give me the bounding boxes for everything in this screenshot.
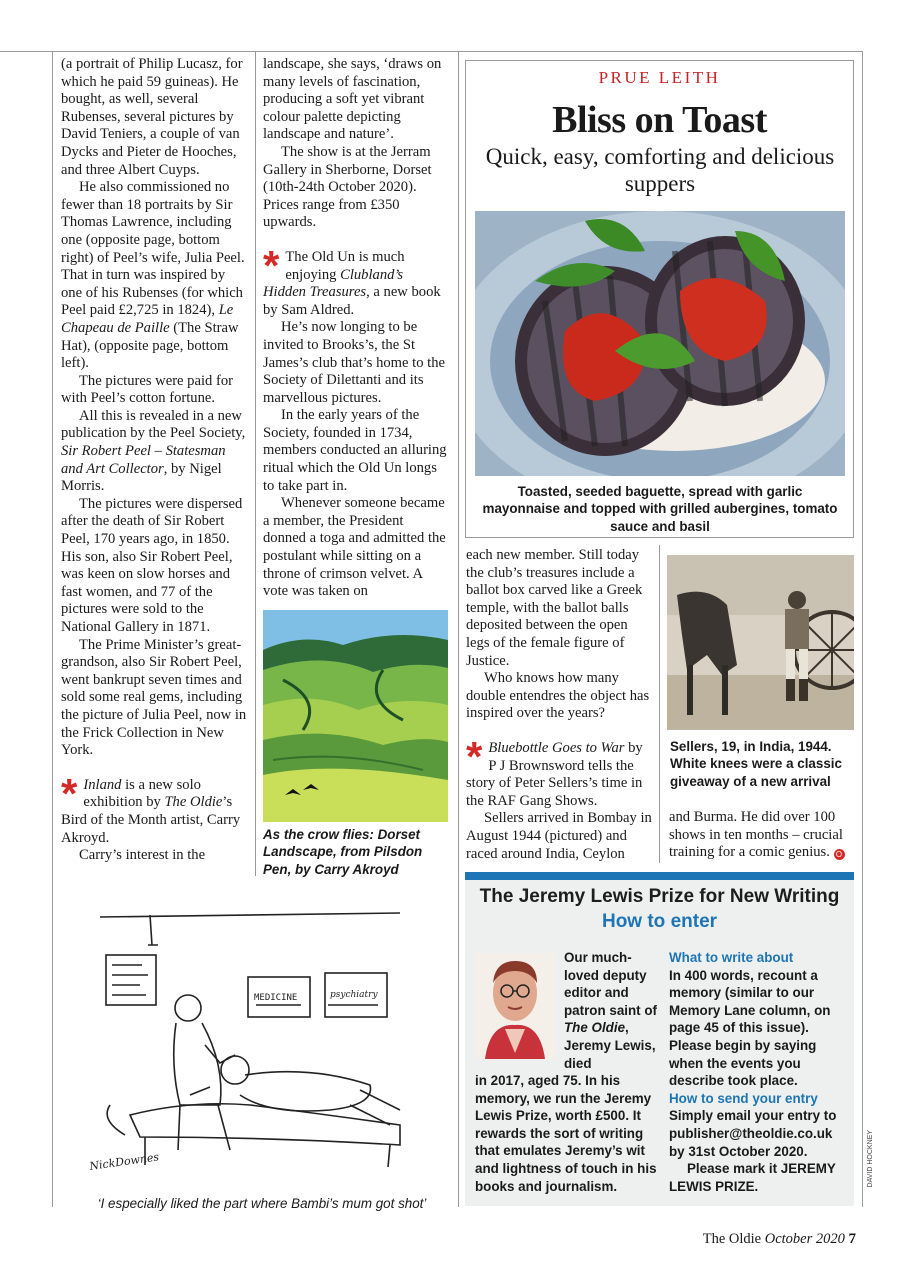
feature-title: Bliss on Toast xyxy=(552,99,767,141)
feature-byline: PRUE LEITH xyxy=(598,68,721,87)
paragraph: landscape, she says, ‘draws on many levels of fascination, producing a soft yet vibrant colour palette depicting landscape and nature’. xyxy=(263,56,442,143)
magazine-name: The Oldie xyxy=(702,1231,762,1247)
cartoonist-signature: NickDownes xyxy=(88,1150,160,1173)
what-text: In 400 words, recount a memory (similar to our Memory Lane column, on page 45 of this issue). Please begin by saying when the events you describe took place. xyxy=(669,967,831,1089)
prize-subtitle: How to enter xyxy=(601,911,718,932)
column-divider xyxy=(255,51,256,876)
landscape-painting xyxy=(263,610,448,822)
top-rule xyxy=(0,51,862,52)
article-column-2 xyxy=(263,56,449,601)
paragraph: Who knows how many double entendres the object has inspired over the years? xyxy=(466,670,650,722)
paragraph: In the early years of the Society, founded in 1734, members conducted an alluring ritual which the Old Un longs to take part in. xyxy=(263,407,447,494)
column-divider xyxy=(458,51,459,1207)
paragraph: (a portrait of Philip Lucasz, for which he paid 59 guineas). He bought, as well, several Rubenses, several pictures by David Teniers, a couple of van Dycks and Pieter de Hooches, and three Albert Cuyps. xyxy=(61,56,243,178)
how-text: Simply email your entry to publisher@theoldie.co.uk by 31st October 2020. xyxy=(669,1108,837,1159)
paragraph-clubland: * The Old Un is much enjoying Clubland’s Hidden Treasures, a new book by Sam Aldred. xyxy=(263,241,441,318)
food-photo xyxy=(475,211,845,476)
page-folio xyxy=(680,1231,856,1248)
medicine-sign: MEDICINE xyxy=(254,993,298,1003)
prize-title: The Jeremy Lewis Prize for New Writing xyxy=(479,886,840,907)
paragraph: Sellers arrived in Bombay in August 1944 (pictured) and raced around India, Ceylon xyxy=(466,810,652,862)
cartoon-caption: ‘I especially liked the part where Bambi’s mum got shot’ xyxy=(97,1196,427,1211)
mark-text: Please mark it JEREMY LEWIS PRIZE. xyxy=(669,1161,836,1194)
article-column-4 xyxy=(669,809,855,862)
paragraph: each new member. Still today the club’s treasures include a ballot box carved like a Greek temple, with the ballot balls deposited between the open legs of the female figure of Justice. xyxy=(466,547,643,669)
end-mark-icon: O xyxy=(834,849,845,860)
food-caption: Toasted, seeded baguette, spread with garlic mayonnaise and topped with grilled aubergines, tomato sauce and basil xyxy=(482,484,838,534)
paragraph-bluebottle: * Bluebottle Goes to War by P J Brownsword tells the story of Peter Sellers’s time in the RAF Gang Shows. xyxy=(466,732,643,809)
paragraph: The show is at the Jerram Gallery in Sherborne, Dorset (10th-24th October 2020). Prices range from £350 upwards. xyxy=(263,143,432,231)
prize-top-bar xyxy=(465,872,854,880)
paragraph: All this is revealed in a new publication by the Peel Society, Sir Robert Peel – Statesman and Art Collector, by Nigel Morris. xyxy=(61,407,246,495)
page-number: 7 xyxy=(848,1231,856,1247)
paragraph: and Burma. He did over 100 shows in ten months – crucial training for a comic genius. O xyxy=(669,809,843,861)
paragraph: He’s now longing to be invited to Brooks’s, the St James’s club that’s home to the Society of Dilettanti and its marvellous pictures. xyxy=(263,319,445,406)
what-heading: What to write about xyxy=(669,950,794,965)
prize-intro-wrap: Our much-loved deputy editor and patron saint of The Oldie, Jeremy Lewis, died xyxy=(564,950,657,1071)
sellers-photo xyxy=(667,555,854,730)
paragraph: The Prime Minister’s great-grandson, also Sir Robert Peel, went bankrupt seven times and sold some real gems, including the picture of Julia Peel, now in the Frick Collection in New York. xyxy=(61,636,247,759)
paragraph-inland: * Inland is a new solo exhibition by The Oldie’s Bird of the Month artist, Carry Akroyd. xyxy=(61,769,241,846)
asterisk-icon: * xyxy=(61,769,78,817)
prize-intro: in 2017, aged 75. In his memory, we run the Jeremy Lewis Prize, worth £500. It rewards the sort of writing that emulates Jeremy’s wit and lightness of touch in his books and journalism. xyxy=(475,1073,657,1194)
psychiatrist-cartoon xyxy=(70,905,455,1195)
paragraph: Carry’s interest in the xyxy=(79,847,206,864)
photo-caption: Sellers, 19, in India, 1944. White knees were a classic giveaway of a new arrival xyxy=(670,739,842,789)
prize-rules xyxy=(669,949,849,1195)
asterisk-icon: * xyxy=(466,732,483,780)
paragraph: He also commissioned no fewer than 18 portraits by Sir Thomas Lawrence, including one (opposite page, bottom right) of Peel’s wife, Julia Peel. That in turn was inspired by one of his Rubenses (for which Peel paid £2,725 in 1824), Le Chapeau de Paille (The Straw Hat), (opposite page, bottom left). xyxy=(61,179,245,372)
feature-subtitle: Quick, easy, comforting and delicious suppers xyxy=(485,144,835,196)
how-heading: How to send your entry xyxy=(669,1090,818,1106)
column-divider xyxy=(862,51,863,1207)
column-divider xyxy=(52,51,53,1207)
paragraph: The pictures were paid for with Peel’s cotton fortune. xyxy=(61,372,233,407)
landscape-caption: As the crow flies: Dorset Landscape, from Pilsdon Pen, by Carry Akroyd xyxy=(263,827,423,877)
issue-date: October 2020 xyxy=(764,1231,845,1247)
column-divider xyxy=(659,545,660,863)
paragraph: The pictures were dispersed after the death of Sir Robert Peel, 170 years ago, in 1850. His son, also Sir Robert Peel, was keen on slow horses and fast women, and 77 of the pictures were sold to the National Gallery in 1871. xyxy=(61,495,243,635)
article-column-1 xyxy=(61,56,247,865)
photo-credit: DAVID HOCKNEY xyxy=(867,1130,874,1188)
asterisk-icon: * xyxy=(263,241,280,289)
paragraph: Whenever someone became a member, the President donned a toga and admitted the postulant while sitting on a throne of crimson velvet. A vote was taken on xyxy=(263,495,446,600)
article-column-3 xyxy=(466,547,652,863)
psychiatry-sign: psychiatry xyxy=(330,990,378,1000)
jeremy-lewis-portrait xyxy=(475,953,555,1059)
